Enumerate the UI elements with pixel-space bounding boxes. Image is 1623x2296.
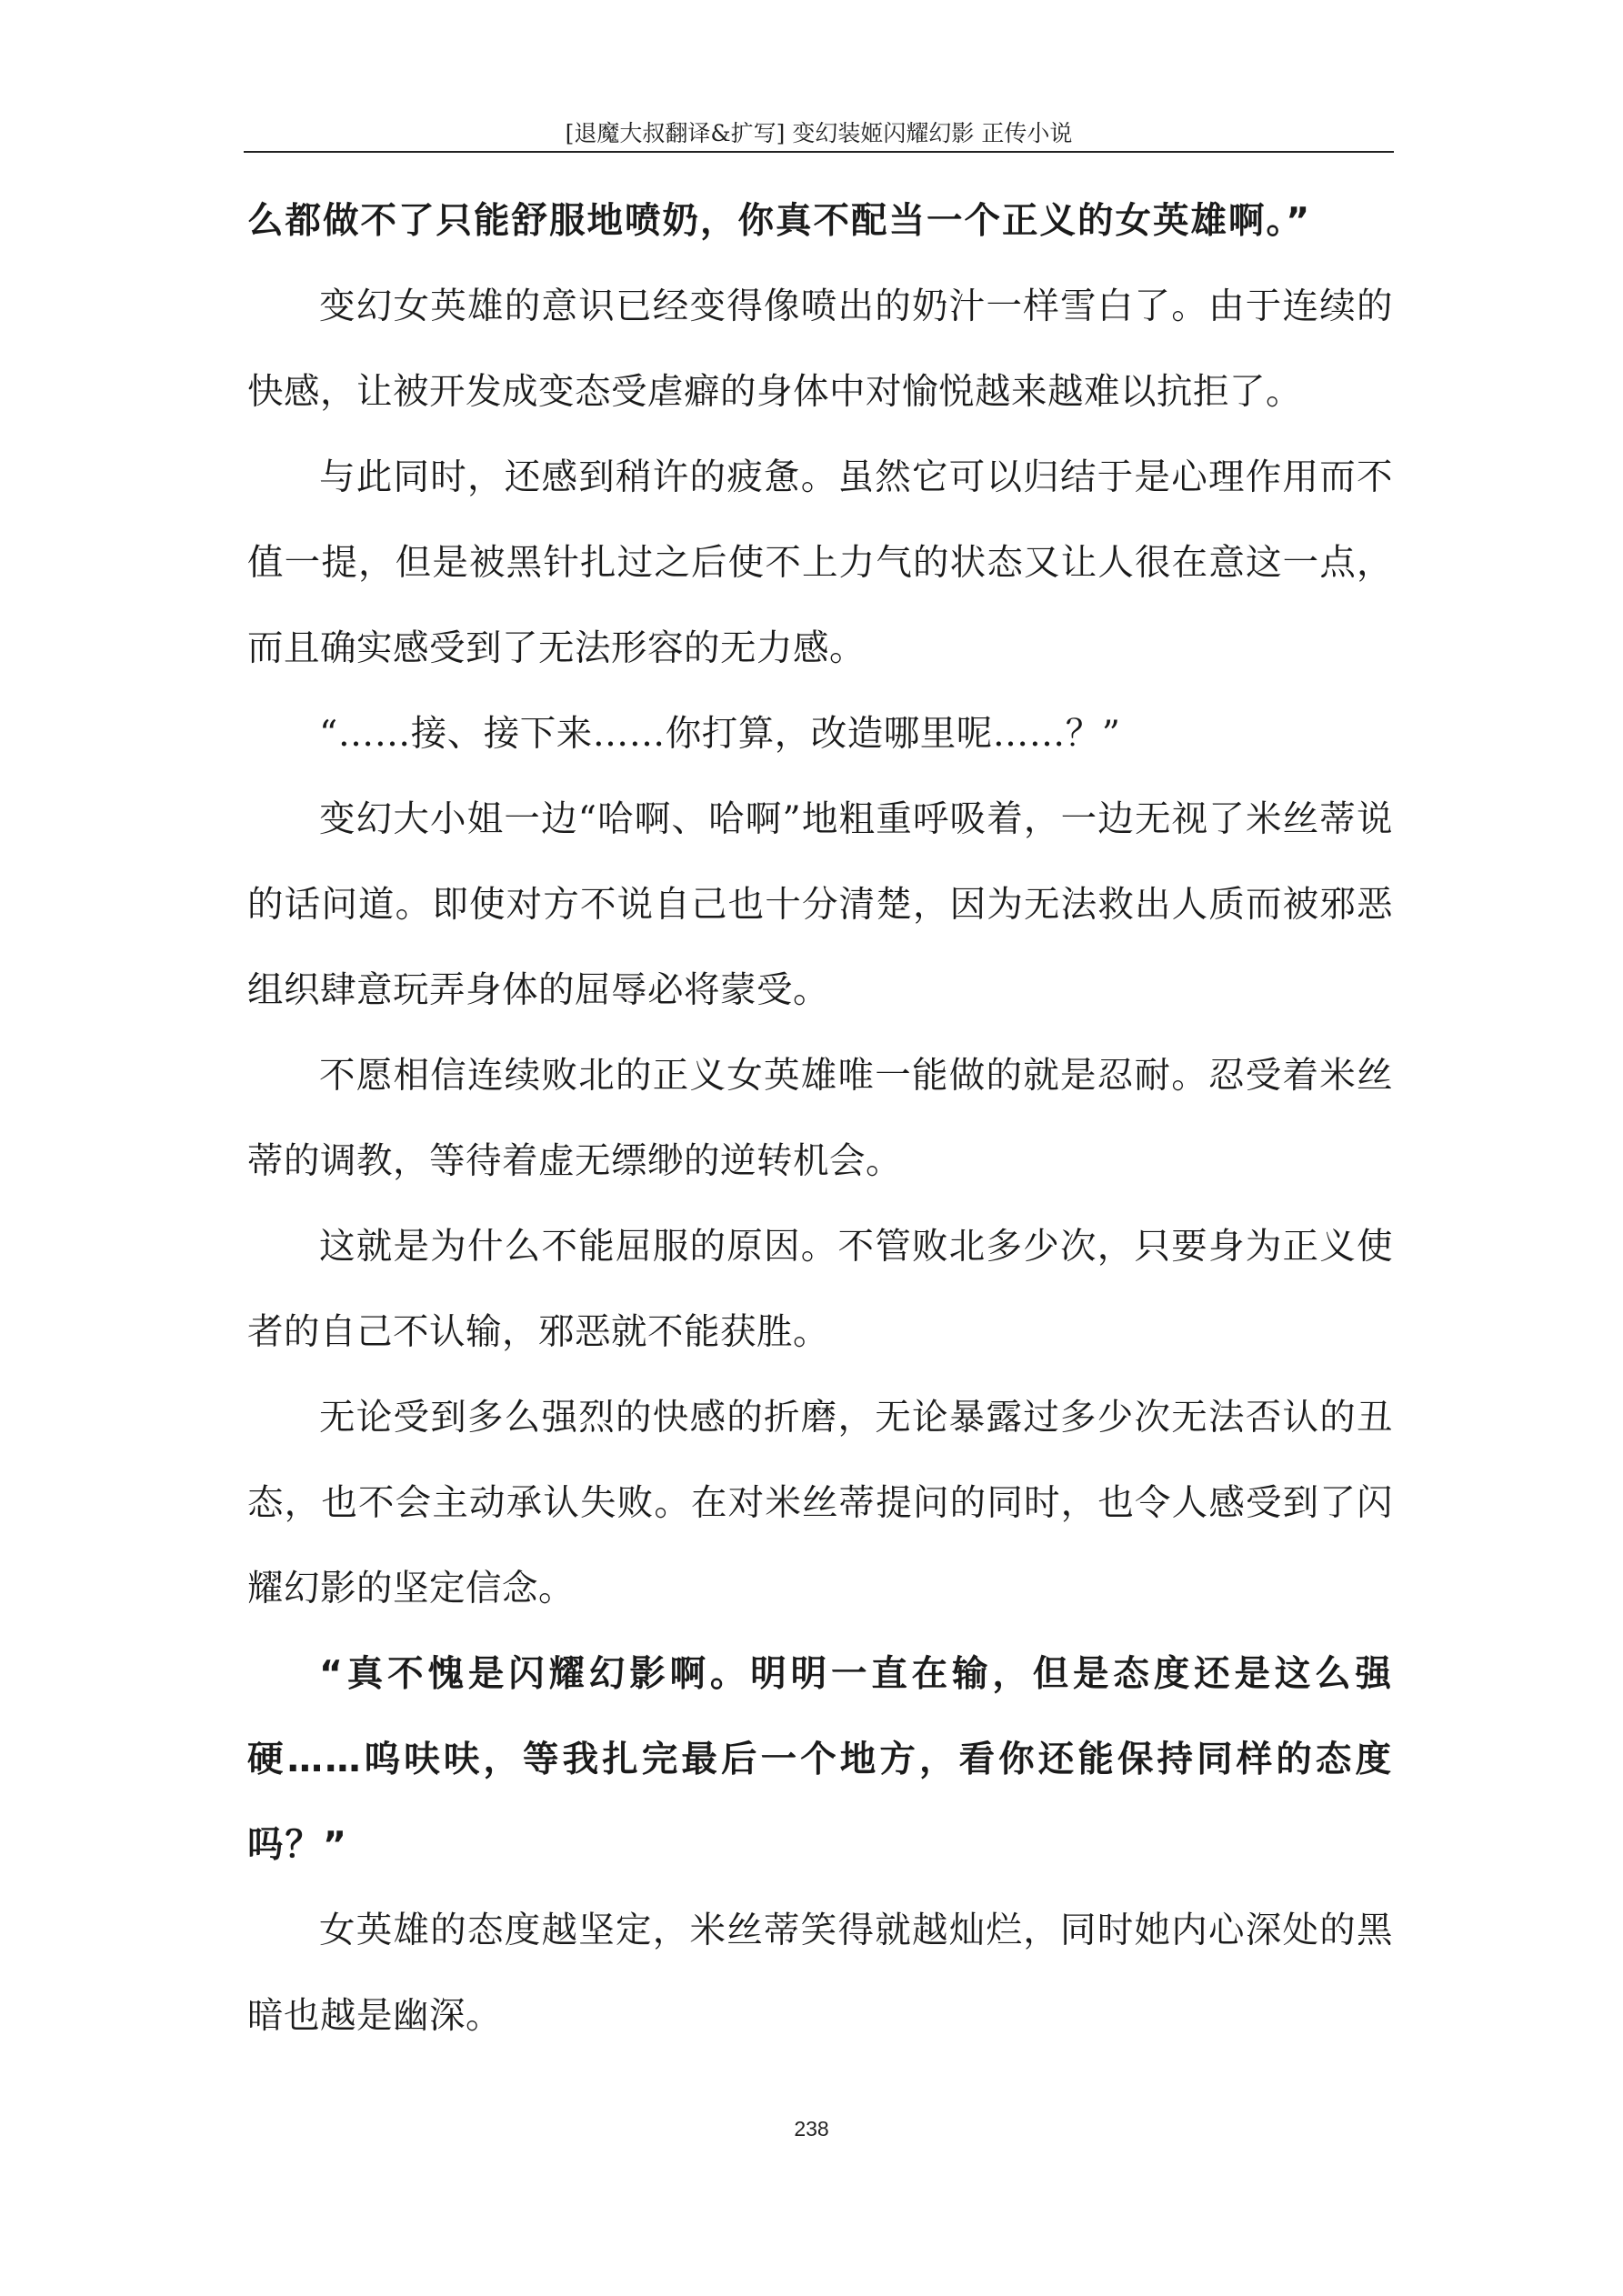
page-number: 238 xyxy=(794,2117,829,2141)
paragraph-4: “……接、接下来……你打算，改造哪里呢……？” xyxy=(319,713,1121,755)
paragraph-10: 女英雄的态度越坚定，米丝蒂笑得就越灿烂，同时她内心深处的黑暗也越是幽深。 xyxy=(247,1910,1393,2037)
running-header: [退魔大叔翻译&扩写] 变幻装姬闪耀幻影 正传小说 xyxy=(565,120,1073,146)
paragraph-8: 无论受到多么强烈的快感的折磨，无论暴露过多少次无法否认的丑态，也不会主动承认失败。在对米丝蒂提问的同时，也令人感受到了闪耀幻影的坚定信念。 xyxy=(247,1397,1393,1609)
paragraph-5: 变幻大小姐一边“哈啊、哈啊”地粗重呼吸着，一边无视了米丝蒂说的话问道。即使对方不说自己也十分清楚，因为无法救出人质而被邪恶组织肆意玩弄身体的屈辱必将蒙受。 xyxy=(247,798,1393,1011)
paragraph-1: 么都做不了只能舒服地喷奶，你真不配当一个正义的女英雄啊。” xyxy=(247,200,1312,242)
header-rule xyxy=(244,151,1394,153)
paragraph-3: 与此同时，还感到稍许的疲惫。虽然它可以归结于是心理作用而不值一提，但是被黑针扎过之后使不上力气的状态又让人很在意这一点，而且确实感受到了无法形容的无力感。 xyxy=(247,456,1393,669)
paragraph-6: 不愿相信连续败北的正义女英雄唯一能做的就是忍耐。忍受着米丝蒂的调教，等待着虚无缥缈的逆转机会。 xyxy=(247,1055,1393,1182)
body-text xyxy=(247,178,1393,2059)
paragraph-2: 变幻女英雄的意识已经变得像喷出的奶汁一样雪白了。由于连续的快感，让被开发成变态受虐癖的身体中对愉悦越来越难以抗拒了。 xyxy=(247,286,1393,413)
paragraph-9: “真不愧是闪耀幻影啊。明明一直在输，但是态度还是这么强硬……呜呋呋，等我扎完最后一个地方，看你还能保持同样的态度吗？” xyxy=(247,1653,1393,1866)
paragraph-7: 这就是为什么不能屈服的原因。不管败北多少次，只要身为正义使者的自己不认输，邪恶就不能获胜。 xyxy=(247,1226,1393,1353)
